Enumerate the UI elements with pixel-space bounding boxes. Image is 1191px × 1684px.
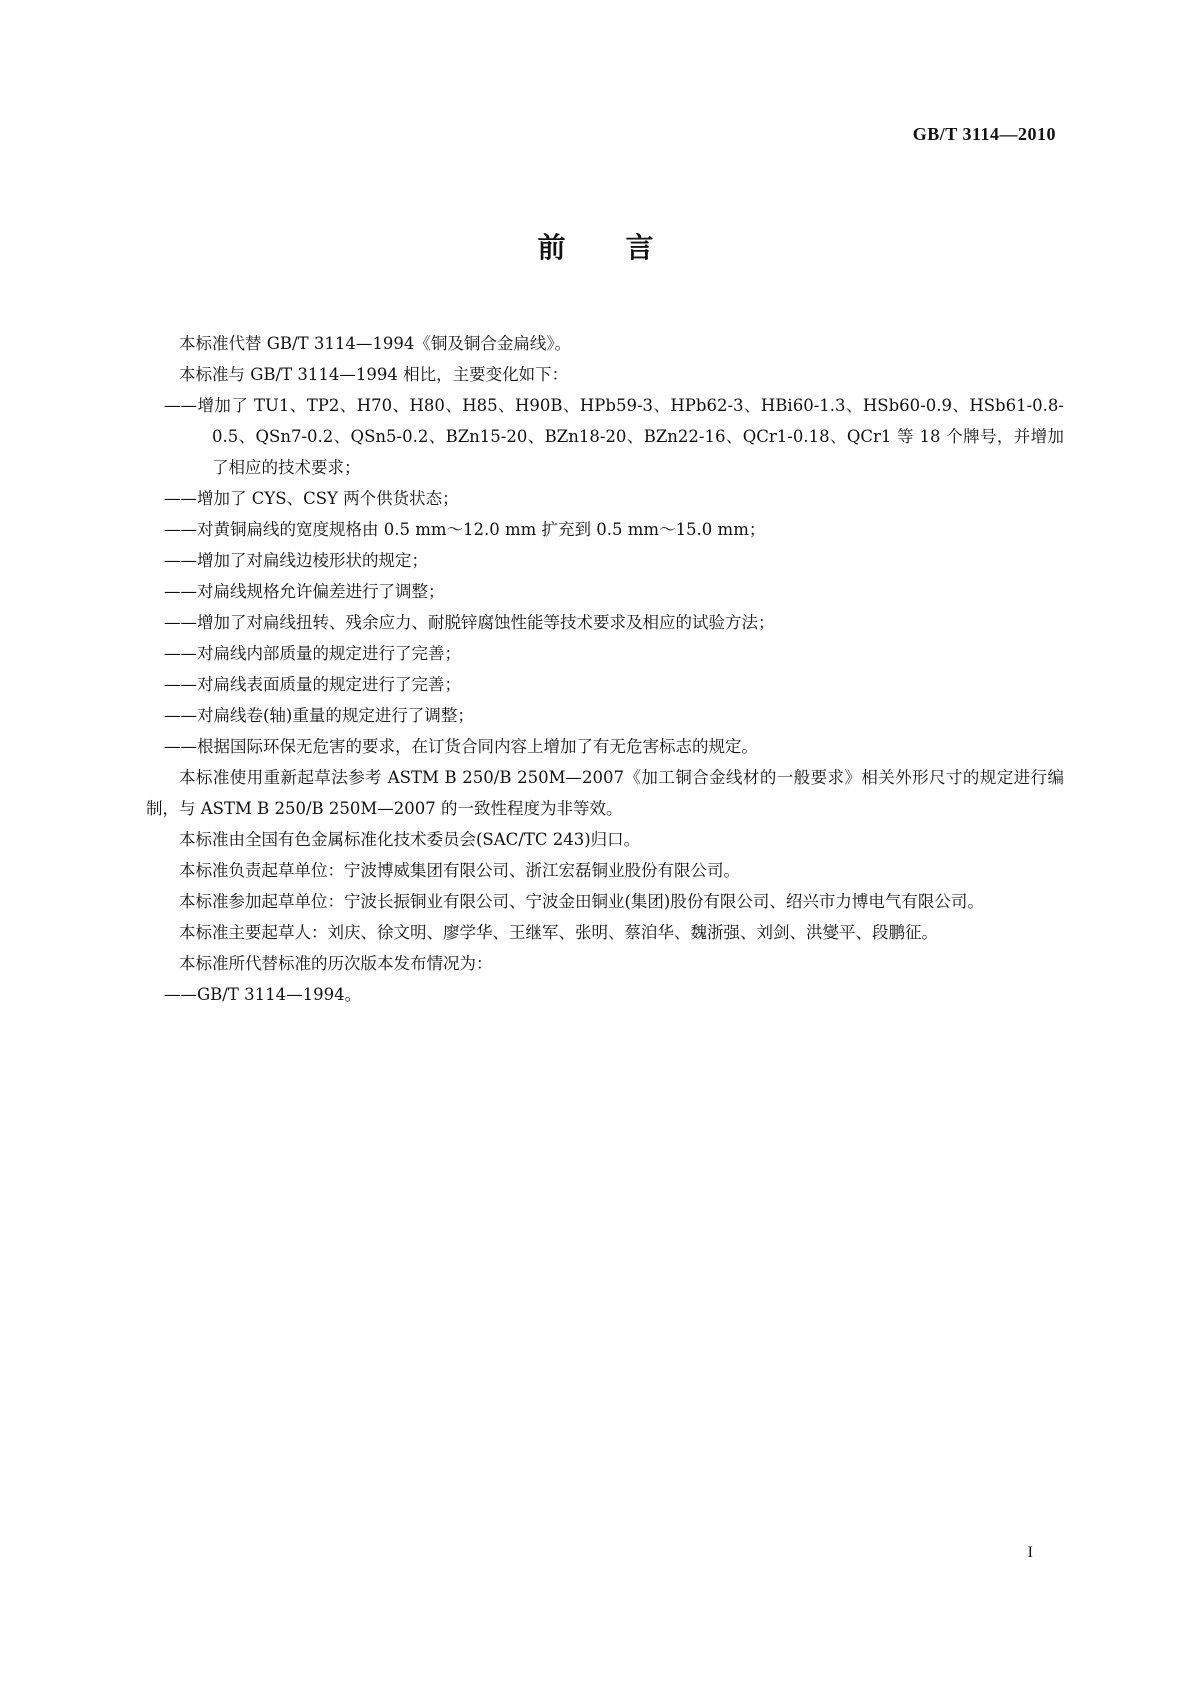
- paragraph-reference: 本标准使用重新起草法参考 ASTM B 250/B 250M—2007《加工铜合金线材的一般要求》相关外形尺寸的规定进行编制，与 ASTM B 250/B 250M—2007 的一致性程度为非等效。: [146, 768, 1064, 818]
- page-title: 前言: [537, 231, 714, 264]
- change-item: ——根据国际环保无危害的要求，在订货合同内容上增加了有无危害标志的规定。: [164, 737, 758, 756]
- change-item: ——对扁线规格允许偏差进行了调整；: [164, 582, 445, 601]
- paragraph-participating-drafters: 本标准参加起草单位：宁波长振铜业有限公司、宁波金田铜业(集团)股份有限公司、绍兴市力博电气有限公司。: [179, 892, 984, 911]
- paragraph-replaces: 本标准代替 GB/T 3114—1994《铜及铜合金扁线》。: [179, 334, 572, 353]
- change-item: ——对扁线卷(轴)重量的规定进行了调整；: [164, 706, 474, 725]
- paragraph-changes-intro: 本标准与 GB/T 3114—1994 相比，主要变化如下：: [179, 365, 569, 384]
- change-item: ——增加了 CYS、CSY 两个供货状态；: [164, 489, 459, 508]
- change-item: ——增加了对扁线边棱形状的规定；: [164, 551, 428, 570]
- history-item: ——GB/T 3114—1994。: [164, 985, 362, 1004]
- paragraph-main-drafters: 本标准主要起草人：刘庆、徐文明、廖学华、王继军、张明、蔡洎华、魏浙强、刘剑、洪燮平、段鹏征。: [179, 923, 938, 942]
- paragraph-lead-drafters: 本标准负责起草单位：宁波博威集团有限公司、浙江宏磊铜业股份有限公司。: [179, 861, 740, 880]
- paragraph-history-intro: 本标准所代替标准的历次版本发布情况为：: [179, 954, 493, 973]
- page-number: I: [1027, 1544, 1033, 1561]
- document-body: [146, 328, 1064, 1010]
- change-item: ——增加了对扁线扭转、残余应力、耐脱锌腐蚀性能等技术要求及相应的试验方法；: [164, 613, 775, 632]
- change-item: ——对扁线内部质量的规定进行了完善；: [164, 644, 461, 663]
- change-item: ——对黄铜扁线的宽度规格由 0.5 mm～12.0 mm 扩充到 0.5 mm～15.0 mm；: [164, 520, 766, 539]
- paragraph-committee: 本标准由全国有色金属标准化技术委员会(SAC/TC 243)归口。: [179, 830, 641, 849]
- change-item: ——增加了 TU1、TP2、H70、H80、H85、H90B、HPb59-3、HPb62-3、HBi60-1.3、HSb60-0.9、HSb61-0.8-0.5、QSn7-0.2、QSn5-0.2、BZn15-20、BZn18-20、BZn22-16、QCr1-0.18、QCr1 等 18 个牌号，并增加了相应的技术要求；: [164, 396, 1064, 477]
- standard-code: GB/T 3114—2010: [912, 124, 1056, 144]
- change-item: ——对扁线表面质量的规定进行了完善；: [164, 675, 461, 694]
